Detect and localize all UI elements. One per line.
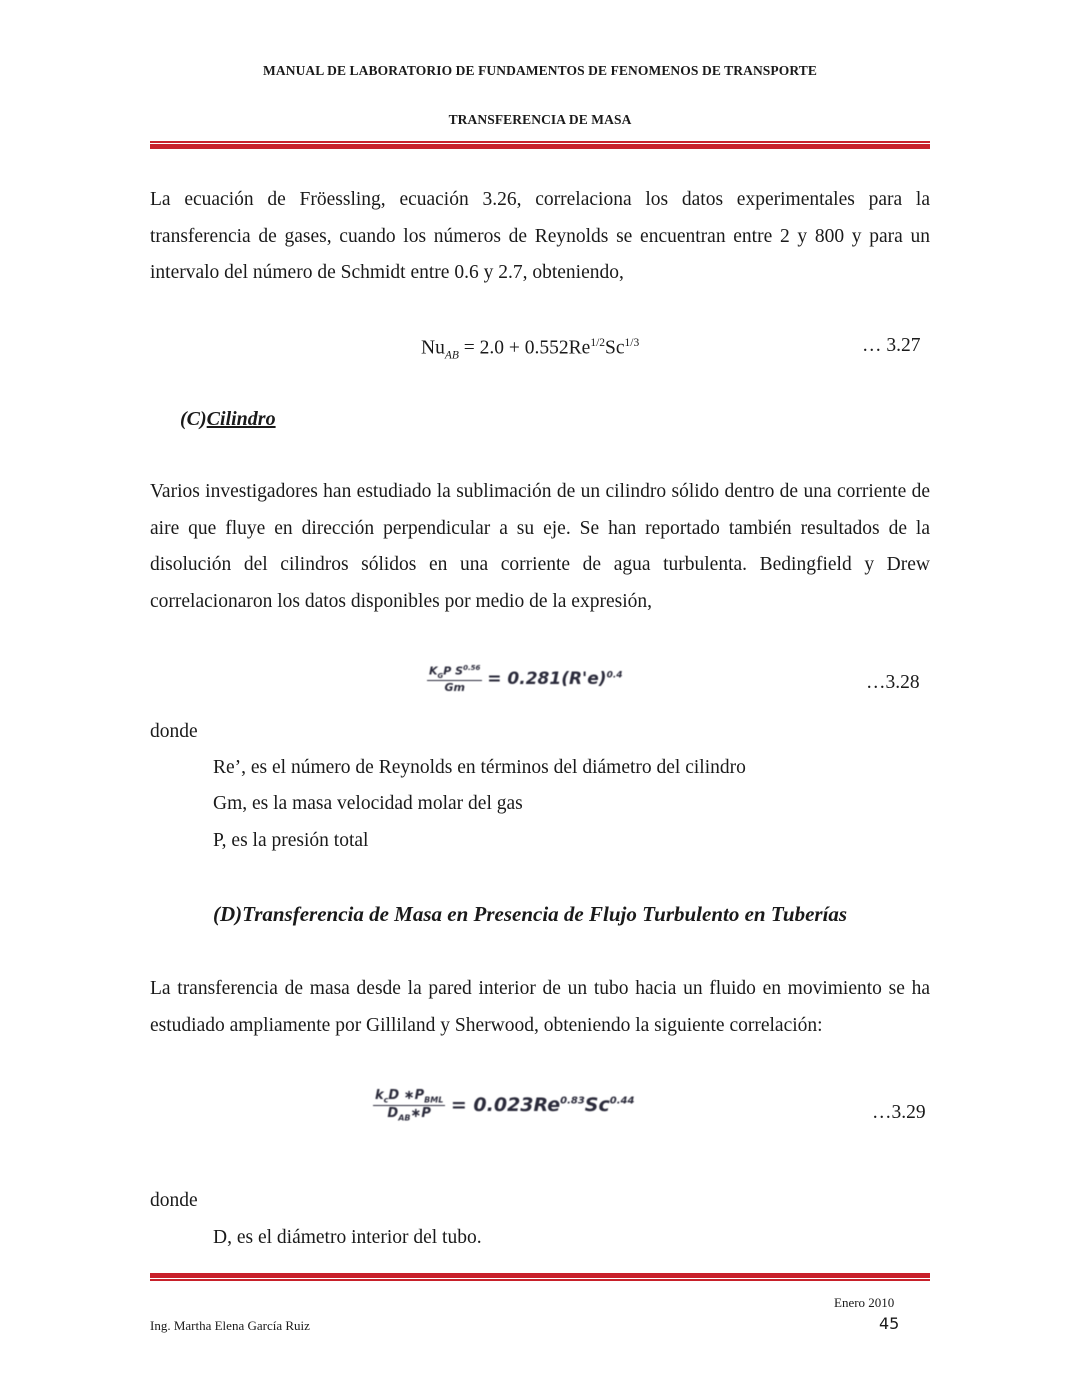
eq328-num-rest: P S [443,664,464,678]
eq329-num-sub: c [383,1095,389,1105]
paragraph-froessling [150,182,930,292]
eq329-den-sub: AB [398,1113,411,1123]
section-heading-cilindro [180,408,276,431]
eq327-re-exp: 1/2 [590,337,606,349]
eq328-rhs: = 0.281(R'e) [487,668,607,689]
eq329-num: k [375,1088,384,1103]
definition-item: D, es el diámetro interior del tubo. [213,1227,482,1248]
paragraph-tuberias [150,971,930,1044]
paragraph-cilindro [150,474,930,620]
eq329-den: D [387,1105,399,1121]
definition-item: Gm, es la masa velocidad molar del gas [213,793,523,814]
header-rule [150,141,930,149]
section-heading-tuberias: (D)Transferencia de Masa en Presencia de Flujo Turbulento en Tuberías [213,902,848,926]
footer-rule [150,1273,930,1281]
section-c-title: Cilindro [206,408,276,430]
eq329-sc: Sc [584,1094,610,1117]
eq329-num-mid: D ∗P [388,1088,425,1103]
eq327-sc-exp: 1/3 [624,337,640,349]
section-c-prefix: (C) [180,408,207,430]
eq327-nu: Nu [421,337,445,359]
equation-3-28 [427,664,623,694]
equation-number-3-29: …3.29 [872,1102,926,1123]
eq329-sc-exp: 0.44 [609,1095,635,1107]
eq328-num: K [429,664,438,678]
header-subtitle: TRANSFERENCIA DE MASA [448,112,632,127]
donde-label: donde [150,721,198,742]
eq328-fraction [427,664,482,694]
header-title: MANUAL DE LABORATORIO DE FUNDAMENTOS DE FENOMENOS DE TRANSPORTE [263,63,817,78]
footer-author: Ing. Martha Elena García Ruiz [150,1318,310,1333]
equation-3-27 [421,337,639,361]
equation-number-3-28: …3.28 [866,672,920,693]
equation-number-3-27: … 3.27 [862,335,921,356]
eq327-nu-sub: AB [444,349,459,362]
donde-label: donde [150,1190,198,1211]
eq328-rhs-exp: 0.4 [606,670,623,681]
eq329-fraction [373,1088,445,1122]
eq328-den: Gm [444,680,465,694]
eq329-re-exp: 0.83 [560,1095,585,1107]
footer-date: Enero 2010 [834,1295,895,1310]
equation-3-29 [373,1088,634,1122]
eq328-num-sub: G [437,671,444,680]
eq329-den-rest: ∗P [410,1105,431,1121]
definition-item: Re’, es el número de Reynolds en términos del diámetro del cilindro [213,757,746,778]
definition-item: P, es la presión total [213,830,369,851]
page-number: 45 [879,1314,900,1333]
eq327-rhs: = 2.0 + 0.552Re [458,337,591,359]
eq328-num-exp: 0.56 [463,664,481,672]
eq327-sc: Sc [605,337,625,359]
paragraph-text: La ecuación de Fröessling, ecuación 3.26, correlaciona los datos experimentales para la transferencia de gases, cuando los números de Reynolds se encuentran entre 2 y 800 y para un intervalo del número de Schmidt entre 0.6 y 2.7, obteniendo, [150,189,930,283]
eq329-rhs: = 0.023Re [450,1094,561,1117]
eq329-num-sub2: BML [424,1095,444,1105]
paragraph-text: Varios investigadores han estudiado la sublimación de un cilindro sólido dentro de una corriente de aire que fluye en dirección perpendicular a su eje. Se han reportado también resultados de la disolución del cilindros sólidos en una corriente de agua turbulenta. Bedingfield y Drew correlacionaron los datos disponibles por medio de la expresión, [150,481,930,612]
paragraph-text: La transferencia de masa desde la pared interior de un tubo hacia un fluido en movimiento se ha estudiado ampliamente por Gilliland y Sherwood, obteniendo la siguiente correlación: [150,978,930,1036]
